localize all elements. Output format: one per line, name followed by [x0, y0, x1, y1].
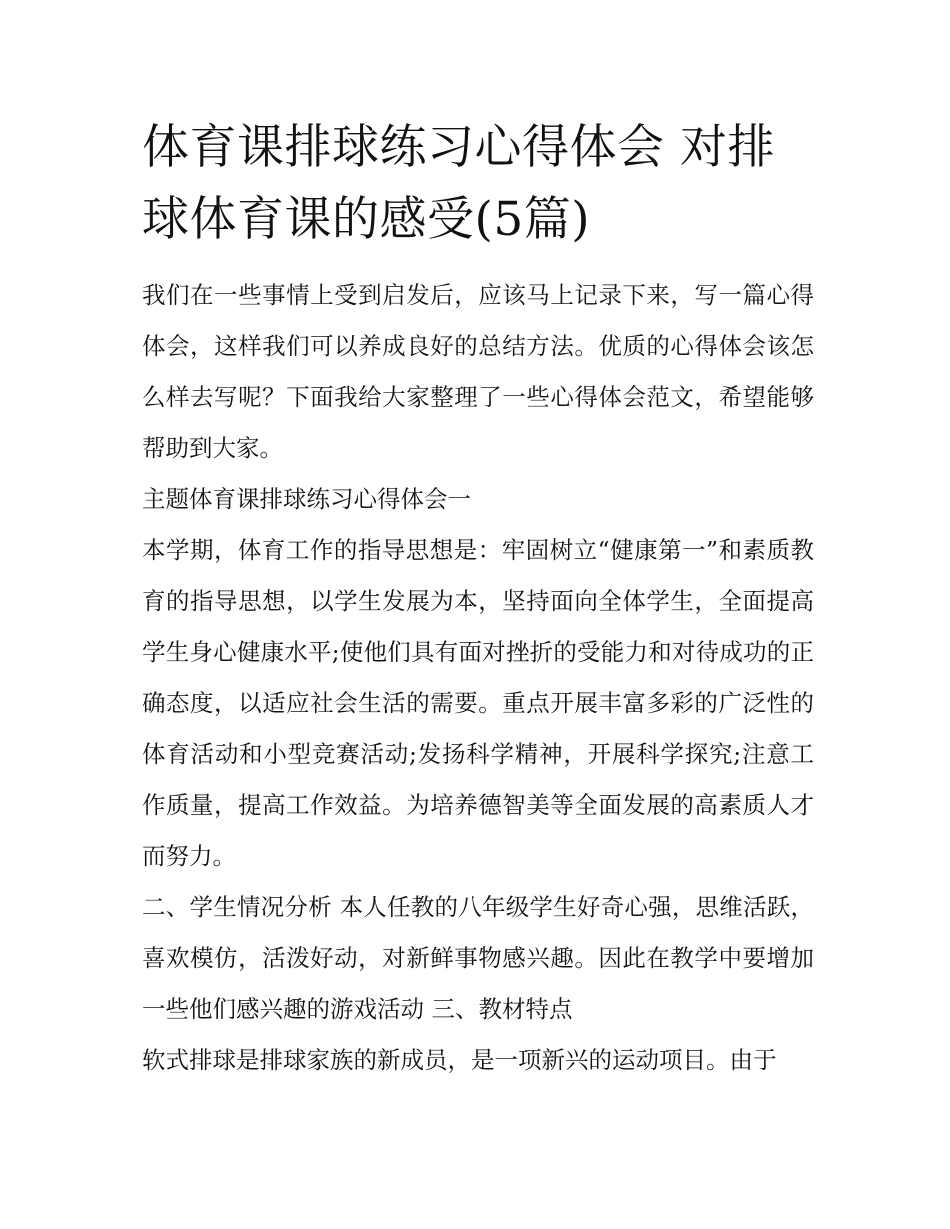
- document-content: [142, 112, 814, 1086]
- material-features-paragraph: 软式排球是排球家族的新成员，是一项新兴的运动项目。由于: [142, 1046, 777, 1074]
- section-heading-one: 主题体育课排球练习心得体会一: [142, 485, 471, 513]
- intro-paragraph: 我们在一些事情上受到启发后，应该马上记录下来，写一篇心得体会，这样我们可以养成良好的总结方法。优质的心得体会该怎么样去写呢？下面我给大家整理了一些心得体会范文，希望能够帮助到大家。: [142, 281, 814, 462]
- guiding-ideology-paragraph: 本学期，体育工作的指导思想是：牢固树立“健康第一”和素质教育的指导思想，以学生发展为本，坚持面向全体学生，全面提高学生身心健康水平;使他们具有面对挫折的受能力和对待成功的正确态度，以适应社会生活的需要。重点开展丰富多彩的广泛性的体育活动和小型竞赛活动;发扬科学精神，开展科学探究;注意工作质量，提高工作效益。为培养德智美等全面发展的高素质人才而努力。: [142, 536, 814, 870]
- student-analysis-paragraph: 二、学生情况分析 本人任教的八年级学生好奇心强，思维活跃，喜欢模仿，活泼好动，对新鲜事物感兴趣。因此在教学中要增加一些他们感兴趣的游戏活动 三、教材特点: [142, 893, 814, 1023]
- document-body: [142, 270, 814, 1086]
- document-title: 体育课排球练习心得体会 对排球体育课的感受(5篇): [142, 120, 775, 247]
